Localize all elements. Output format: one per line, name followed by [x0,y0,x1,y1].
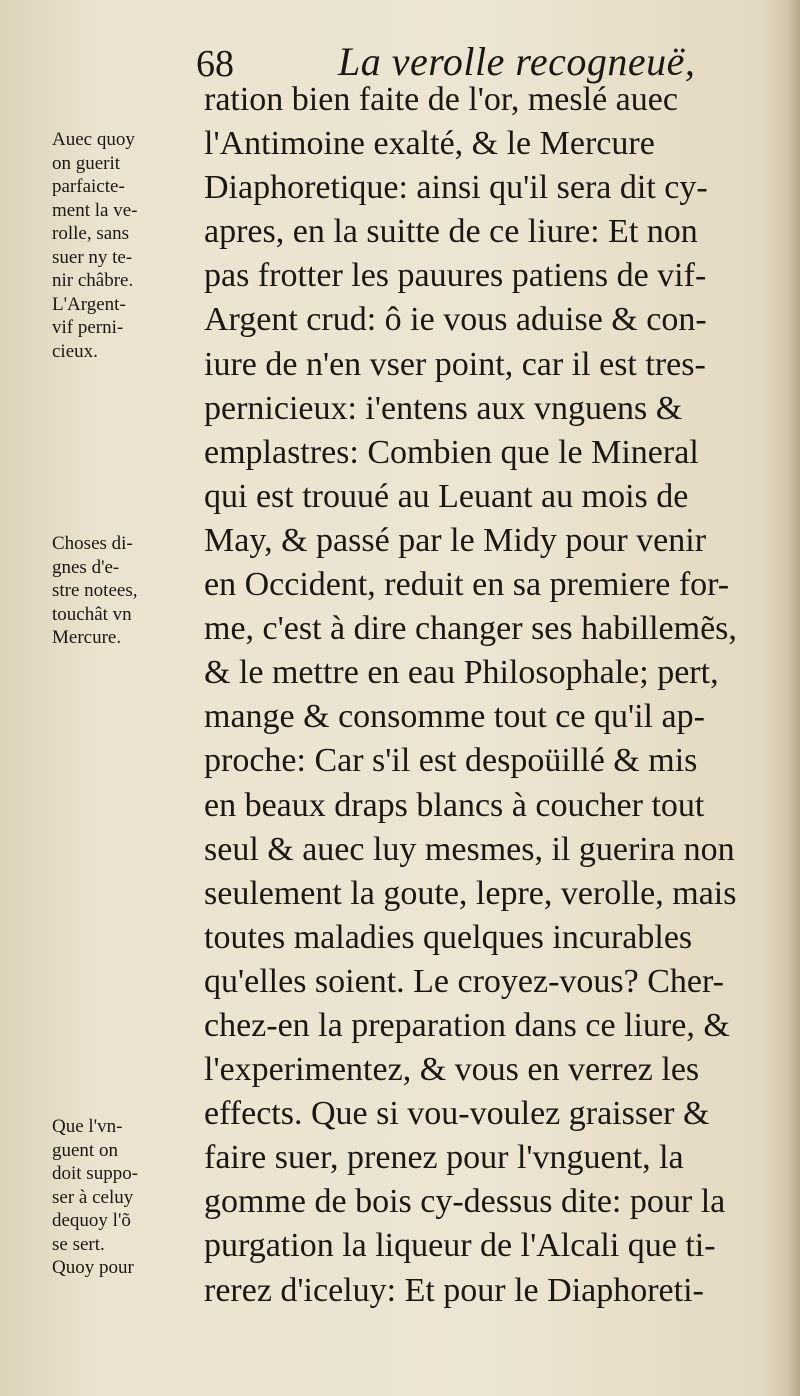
text-line: & le mettre en eau Philosophale; pert, [204,654,719,692]
margin-note-line: gnes d'e- [52,556,120,578]
margin-note-line: Auec quoy [52,129,135,150]
running-head: La verolle recogneuë, [338,39,696,84]
margin-note-line: touchât vn [52,603,132,625]
text-line: purgation la liqueur de l'Alcali que ti- [204,1227,716,1265]
text-line: toutes maladies quelques incurables [204,918,693,956]
margin-note-line: cieux. [52,340,98,362]
text-line: Diaphoretique: ainsi qu'il sera dit cy- [204,169,708,207]
margin-note-line: L'Argent- [52,293,126,315]
text-line: l'experimentez, & vous en verrez les [204,1051,700,1089]
text-line: May, & passé par le Midy pour venir [204,521,707,559]
text-line: proche: Car s'il est despoüillé & mis [204,742,698,780]
margin-note-line: se sert. [52,1233,105,1255]
margin-note-line: Choses di- [52,533,133,554]
text-line: chez-en la preparation dans ce liure, & [204,1006,730,1044]
text-line: l'Antimoine exalté, & le Mercure [204,125,655,163]
margin-note-line: doit suppo- [52,1163,139,1184]
margin-note-line: parfaicte- [52,176,125,197]
margin-note-line: vif perni- [52,317,124,338]
text-line: en Occident, reduit en sa premiere for- [204,566,730,604]
margin-note-line: stre notees, [52,580,138,601]
text-line: rerez d'iceluy: Et pour le Diaphoreti- [204,1271,704,1309]
text-line: faire suer, prenez pour l'vnguent, la [204,1139,684,1177]
text-line: iure de n'en vser point, car il est tres- [204,345,706,383]
text-line: ration bien faite de l'or, meslé auec [204,81,678,118]
text-line: emplastres: Combien que le Mineral [204,433,699,471]
page-number: 68 [196,43,234,85]
text-line: me, c'est à dire changer ses habillemẽs, [204,610,737,648]
margin-note-line: guent on [52,1139,118,1161]
text-line: seulement la goute, lepre, verolle, mais [204,874,737,912]
text-line: apres, en la suitte de ce liure: Et non [204,213,698,251]
body-text [204,78,779,1313]
text-line: mange & consomme tout ce qu'il ap- [204,698,705,736]
text-line: qui est trouué au Leuant au mois de [204,477,689,515]
page-edge [788,0,800,1396]
margin-note-line: Quoy pour [52,1257,134,1278]
margin-note-line: suer ny te- [52,246,133,268]
margin-note-line: on guerit [52,152,121,174]
margin-note-line: rolle, sans [52,223,130,244]
margin-note-line: Que l'vn- [52,1116,123,1137]
text-line: Argent crud: ô ie vous aduise & con- [204,301,707,339]
text-line: effects. Que si vou-voulez graisser & [204,1095,710,1133]
margin-note-1 [52,128,196,363]
margin-note-line: dequoy l'õ [52,1210,131,1231]
text-line: qu'elles soient. Le croyez-vous? Cher- [204,962,724,1000]
margin-note-line: nir châbre. [52,270,134,291]
margin-note-2 [52,532,196,650]
text-line: gomme de bois cy-dessus dite: pour la [204,1183,726,1221]
margin-note-line: Mercure. [52,627,122,648]
margin-note-3 [52,1115,196,1280]
text-line: pas frotter les pauures patiens de vif- [204,257,707,295]
margin-note-line: ser à celuy [52,1186,134,1208]
text-line: seul & auec luy mesmes, il guerira non [204,830,735,868]
text-line: pernicieux: i'entens aux vnguens & [204,389,683,427]
text-line: en beaux draps blancs à coucher tout [204,786,705,824]
margin-note-line: ment la ve- [52,199,138,221]
